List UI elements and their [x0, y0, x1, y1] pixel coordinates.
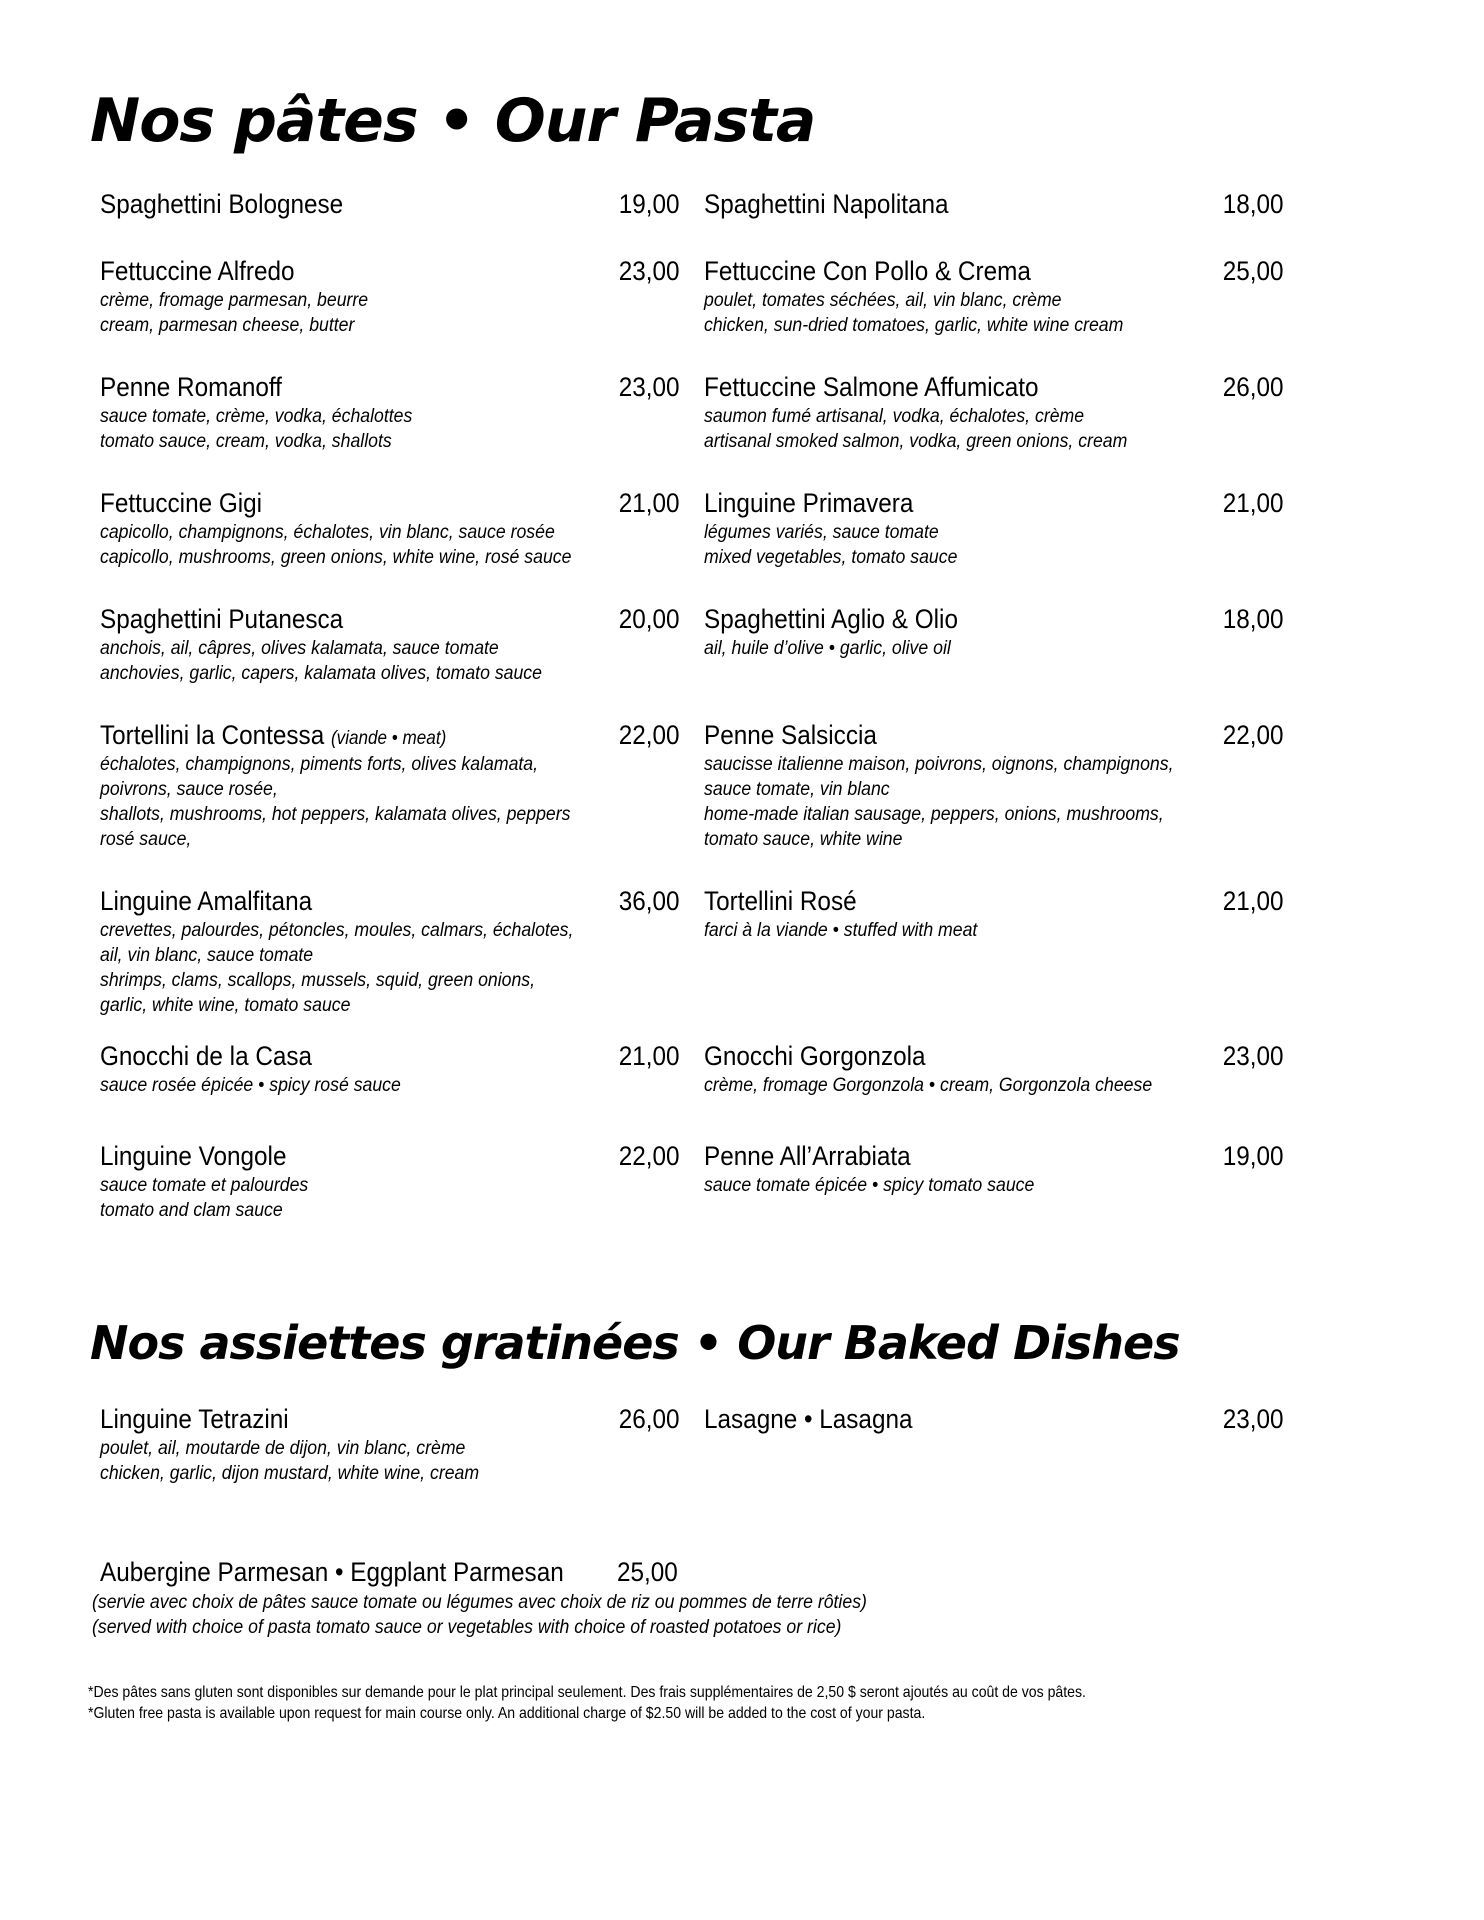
item-name: Fettuccine Con Pollo & Crema [704, 256, 1031, 286]
item-description [704, 752, 1243, 852]
desc-line: échalotes, champignons, piments forts, olives kalamata, [100, 754, 539, 775]
item-description [704, 636, 1243, 661]
item-description [100, 1073, 639, 1098]
desc-line: shallots, mushrooms, hot peppers, kalamata olives, peppers [100, 804, 571, 825]
item-name [100, 719, 446, 755]
item-price: 22,00 [1223, 720, 1284, 750]
item-description [100, 918, 639, 1018]
item-description [100, 1436, 639, 1486]
item-price: 21,00 [619, 1041, 680, 1071]
desc-line: capicollo, mushrooms, green onions, white wine, rosé sauce [100, 547, 572, 568]
item-price: 21,00 [619, 488, 680, 518]
desc-line: sauce tomate, vin blanc [704, 779, 890, 800]
footnote-gluten-fr: *Des pâtes sans gluten sont disponibles sur demande pour le plat principal seulement. Des frais supplémentaires de 2,50 $ seront ajoutés au coût de vos pâtes. [88, 1684, 1086, 1701]
menu-item [704, 1040, 1284, 1098]
menu-item [704, 371, 1284, 454]
item-name: Aubergine Parmesan • Eggplant Parmesan [100, 1557, 564, 1587]
item-name: Penne Salsiccia [704, 720, 877, 750]
item-name-text: Tortellini la Contessa [100, 720, 325, 750]
desc-line: sauce tomate et palourdes [100, 1175, 309, 1196]
desc-line: farci à la viande • stuffed with meat [704, 920, 978, 941]
item-price: 20,00 [619, 604, 680, 634]
item-price: 23,00 [1223, 1404, 1284, 1434]
desc-line: tomato and clam sauce [100, 1200, 283, 1221]
item-description [704, 404, 1243, 454]
item-price: 25,00 [1223, 256, 1284, 286]
item-name: Fettuccine Salmone Affumicato [704, 372, 1039, 402]
serving-note-en: (served with choice of pasta tomato sauce or vegetables with choice of roasted potatoes or rice) [92, 1617, 842, 1638]
item-price: 21,00 [1223, 886, 1284, 916]
serving-note-fr: (servie avec choix de pâtes sauce tomate ou légumes avec choix de riz ou pommes de terre rôties) [92, 1592, 867, 1613]
menu-item [100, 188, 680, 220]
desc-line: capicollo, champignons, échalotes, vin blanc, sauce rosée [100, 522, 555, 543]
item-price: 26,00 [619, 1404, 680, 1434]
item-name: Fettuccine Gigi [100, 488, 263, 518]
item-name: Linguine Amalfitana [100, 886, 313, 916]
desc-line: tomato sauce, cream, vodka, shallots [100, 431, 392, 452]
item-name: Spaghettini Bolognese [100, 189, 344, 219]
item-description [100, 288, 639, 338]
item-name: Spaghettini Napolitana [704, 189, 949, 219]
menu-item [704, 487, 1284, 570]
desc-line: sauce rosée épicée • spicy rosé sauce [100, 1075, 401, 1096]
menu-item [100, 885, 680, 1018]
item-name: Linguine Vongole [100, 1141, 287, 1171]
menu-item [100, 255, 680, 338]
section-title-pasta: Nos pâtes • Our Pasta [90, 86, 816, 156]
item-description [100, 752, 639, 852]
item-description [704, 1073, 1243, 1098]
item-description [704, 288, 1243, 338]
item-price: 23,00 [619, 372, 680, 402]
item-price: 22,00 [619, 720, 680, 750]
item-price: 22,00 [619, 1141, 680, 1171]
item-note: (viande • meat) [330, 728, 447, 749]
item-description [704, 918, 1243, 943]
desc-line: anchois, ail, câpres, olives kalamata, sauce tomate [100, 638, 499, 659]
desc-line: poulet, ail, moutarde de dijon, vin blanc, crème [100, 1438, 466, 1459]
item-price: 19,00 [1223, 1141, 1284, 1171]
desc-line: crevettes, palourdes, pétoncles, moules, calmars, échalotes, [100, 920, 574, 941]
menu-item [704, 603, 1284, 661]
item-price: 21,00 [1223, 488, 1284, 518]
footnote-gluten-en: *Gluten free pasta is available upon request for main course only. An additional charge of $2.50 will be added to the cost of your pasta. [88, 1705, 926, 1722]
menu-item [100, 487, 680, 570]
item-name: Spaghettini Putanesca [100, 604, 344, 634]
item-name: Fettuccine Alfredo [100, 256, 295, 286]
desc-line: shrimps, clams, scallops, mussels, squid, green onions, [100, 970, 536, 991]
item-description [100, 520, 639, 570]
menu-item [704, 255, 1284, 338]
menu-item [100, 1140, 680, 1223]
desc-line: mixed vegetables, tomato sauce [704, 547, 958, 568]
desc-line: artisanal smoked salmon, vodka, green onions, cream [704, 431, 1128, 452]
desc-line: chicken, sun-dried tomatoes, garlic, white wine cream [704, 315, 1124, 336]
desc-line: anchovies, garlic, capers, kalamata olives, tomato sauce [100, 663, 542, 684]
item-name: Linguine Primavera [704, 488, 914, 518]
desc-line: saumon fumé artisanal, vodka, échalotes, crème [704, 406, 1085, 427]
desc-line: garlic, white wine, tomato sauce [100, 995, 351, 1016]
desc-line: poivrons, sauce rosée, [100, 779, 278, 800]
item-name: Spaghettini Aglio & Olio [704, 604, 958, 634]
item-price: 19,00 [619, 189, 680, 219]
desc-line: chicken, garlic, dijon mustard, white wine, cream [100, 1463, 480, 1484]
desc-line: rosé sauce, [100, 829, 192, 850]
menu-item [100, 1403, 680, 1486]
desc-line: légumes variés, sauce tomate [704, 522, 939, 543]
desc-line: home-made italian sausage, peppers, onions, mushrooms, [704, 804, 1164, 825]
item-name: Penne All’Arrabiata [704, 1141, 911, 1171]
item-price: 26,00 [1223, 372, 1284, 402]
item-price: 25,00 [617, 1557, 678, 1587]
item-price: 18,00 [1223, 189, 1284, 219]
item-name: Tortellini Rosé [704, 886, 857, 916]
desc-line: poulet, tomates séchées, ail, vin blanc, crème [704, 290, 1062, 311]
menu-item [704, 1403, 1284, 1435]
desc-line: ail, huile d’olive • garlic, olive oil [704, 638, 951, 659]
item-price: 23,00 [619, 256, 680, 286]
menu-item [704, 188, 1284, 220]
menu-item [704, 1140, 1284, 1198]
menu-item [100, 371, 680, 454]
menu-item [100, 1040, 680, 1098]
menu-item [704, 885, 1284, 943]
desc-line: sauce tomate, crème, vodka, échalottes [100, 406, 413, 427]
item-price: 36,00 [619, 886, 680, 916]
item-description [704, 1173, 1243, 1198]
item-name: Gnocchi de la Casa [100, 1041, 313, 1071]
desc-line: sauce tomate épicée • spicy tomato sauce [704, 1175, 1035, 1196]
item-description [100, 404, 639, 454]
item-price: 23,00 [1223, 1041, 1284, 1071]
item-description [100, 1173, 639, 1223]
item-description [100, 636, 639, 686]
desc-line: tomato sauce, white wine [704, 829, 903, 850]
item-name: Linguine Tetrazini [100, 1404, 289, 1434]
desc-line: cream, parmesan cheese, butter [100, 315, 355, 336]
desc-line: crème, fromage parmesan, beurre [100, 290, 369, 311]
desc-line: ail, vin blanc, sauce tomate [100, 945, 314, 966]
desc-line: crème, fromage Gorgonzola • cream, Gorgonzola cheese [704, 1075, 1153, 1096]
menu-item [100, 603, 680, 686]
section-title-baked: Nos assiettes gratinées • Our Baked Dishes [90, 1316, 1180, 1370]
item-price: 18,00 [1223, 604, 1284, 634]
item-name: Lasagne • Lasagna [704, 1404, 913, 1434]
item-name: Penne Romanoff [100, 372, 282, 402]
menu-item [704, 719, 1284, 852]
menu-item [100, 719, 680, 852]
item-name: Gnocchi Gorgonzola [704, 1041, 926, 1071]
item-description [704, 520, 1243, 570]
desc-line: saucisse italienne maison, poivrons, oignons, champignons, [704, 754, 1174, 775]
